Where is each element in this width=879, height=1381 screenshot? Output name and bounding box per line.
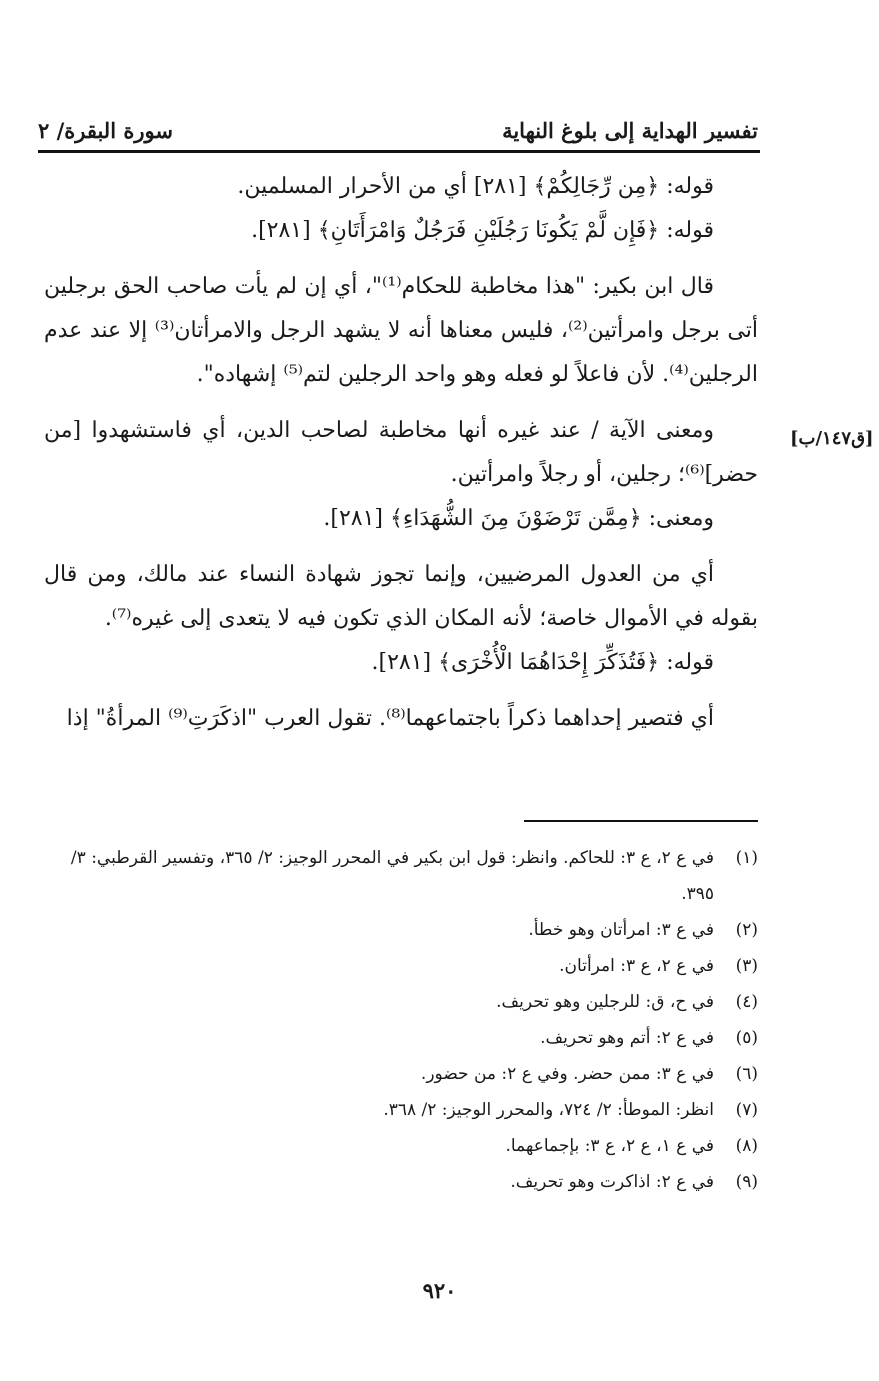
footnote-text: في ع ٢، ع ٣: امرأتان.	[559, 956, 714, 976]
header-divider	[38, 150, 760, 153]
paragraph-text: [٢٨١] أي من الأحرار المسلمين.	[237, 174, 534, 199]
paragraph-text: قال ابن بكير: "هذا مخاطبة للحكام⁽¹⁾"، أي إن لم يأت صاحب الحق برجلين أتى برجل وامرأتين⁽²⁾، فليس معناها أنه لا يشهد الرجل والامرأتان⁽³⁾ إلا عند عدم الرجلين⁽⁴⁾. لأن فاعلاً لو فعله وهو واحد الرجلين لتم⁽⁵⁾ إشهاده".	[44, 274, 758, 387]
page-number: ٩٢٠	[422, 1278, 457, 1303]
quran-verse: ﴿فَإِن لَّمْ يَكُونَا رَجُلَيْنِ فَرَجُلٌ وَامْرَأَتَانِ﴾	[317, 218, 660, 243]
paragraph-text: أي فتصير إحداهما ذكراً باجتماعهما⁽⁸⁾. تقول العرب "اذكَرَتِ⁽⁹⁾ المرأةُ" إذا	[66, 706, 714, 731]
paragraph	[44, 165, 758, 209]
paragraph-text: ومعنى:	[641, 506, 714, 531]
footnote-text: انظر: الموطأ: ٢/ ٧٢٤، والمحرر الوجيز: ٢/ ٣٦٨.	[383, 1100, 714, 1120]
footnote	[44, 912, 758, 948]
footnote	[44, 1092, 758, 1128]
footnotes	[44, 840, 758, 1200]
paragraph-text: قوله:	[659, 174, 714, 199]
footnote	[44, 840, 758, 912]
quran-verse: ﴿فَتُذَكِّرَ إِحْدَاهُمَا الْأُخْرَى﴾	[438, 650, 660, 675]
paragraph	[44, 497, 758, 541]
paragraph	[44, 697, 758, 741]
footnote-number: (٩)	[735, 1172, 758, 1192]
footnote-number: (٧)	[735, 1100, 758, 1120]
paragraph	[44, 209, 758, 253]
footnote-number: (٨)	[735, 1136, 758, 1156]
footnote-text: في ع ٣: ممن حضر. وفي ع ٢: من حضور.	[420, 1064, 714, 1084]
footnote	[44, 1020, 758, 1056]
paragraph	[44, 409, 758, 497]
footnote	[44, 948, 758, 984]
footnote	[44, 1056, 758, 1092]
footnote-text: في ع ٢: اذاكرت وهو تحريف.	[510, 1172, 714, 1192]
paragraph-text: [٢٨١].	[251, 218, 318, 243]
footnote-number: (٤)	[735, 992, 758, 1012]
footnote	[44, 984, 758, 1020]
footnote-divider	[524, 820, 758, 822]
paragraph-text: قوله:	[659, 650, 714, 675]
paragraph	[44, 265, 758, 397]
book-title: تفسير الهداية إلى بلوغ النهاية	[502, 117, 758, 143]
paragraph	[44, 553, 758, 641]
footnote-number: (١)	[735, 848, 758, 868]
footnote-number: (٦)	[735, 1064, 758, 1084]
footnote	[44, 1164, 758, 1200]
footnote-text: في ع ٢: أتم وهو تحريف.	[540, 1028, 714, 1048]
footnote-text: في ح، ق: للرجلين وهو تحريف.	[496, 992, 714, 1012]
paragraph	[44, 641, 758, 685]
surah-label: سورة البقرة/ ٢	[38, 117, 173, 143]
paragraph-text: قوله:	[659, 218, 714, 243]
footnote-text: في ع ٣: امرأتان وهو خطأ.	[528, 920, 714, 940]
paragraph-text: [٢٨١].	[323, 506, 390, 531]
running-header	[38, 112, 758, 148]
footnote-number: (٥)	[735, 1028, 758, 1048]
footnote	[44, 1128, 758, 1164]
footnote-text: في ع ٢، ع ٣: للحاكم. وانظر: قول ابن بكير في المحرر الوجيز: ٢/ ٣٦٥، وتفسير القرطبي: ٣/ ٣٩٥.	[70, 848, 714, 904]
manuscript-folio-note: [ق١٤٧/ب]	[790, 428, 874, 449]
paragraph-text: [٢٨١].	[371, 650, 439, 675]
paragraph-text: أي من العدول المرضيين، وإنما تجوز شهادة النساء عند مالك، ومن قال بقوله في الأموال خاصة؛ لأنه المكان الذي تكون فيه لا يتعدى إلى غيره⁽⁷⁾.	[44, 562, 758, 631]
main-text	[44, 165, 758, 753]
footnote-number: (٢)	[735, 920, 758, 940]
quran-verse: ﴿مِن رِّجَالِكُمْ﴾	[533, 174, 660, 199]
footnote-text: في ع ١، ع ٢، ع ٣: بإجماعهما.	[505, 1136, 714, 1156]
paragraph-text: ومعنى الآية / عند غيره أنها مخاطبة لصاحب الدين، أي فاستشهدوا [من حضر]⁽⁶⁾؛ رجلين، أو رجلاً وامرأتين.	[44, 418, 758, 487]
footnote-number: (٣)	[735, 956, 758, 976]
quran-verse: ﴿مِمَّن تَرْضَوْنَ مِنَ الشُّهَدَاءِ﴾	[390, 506, 642, 531]
